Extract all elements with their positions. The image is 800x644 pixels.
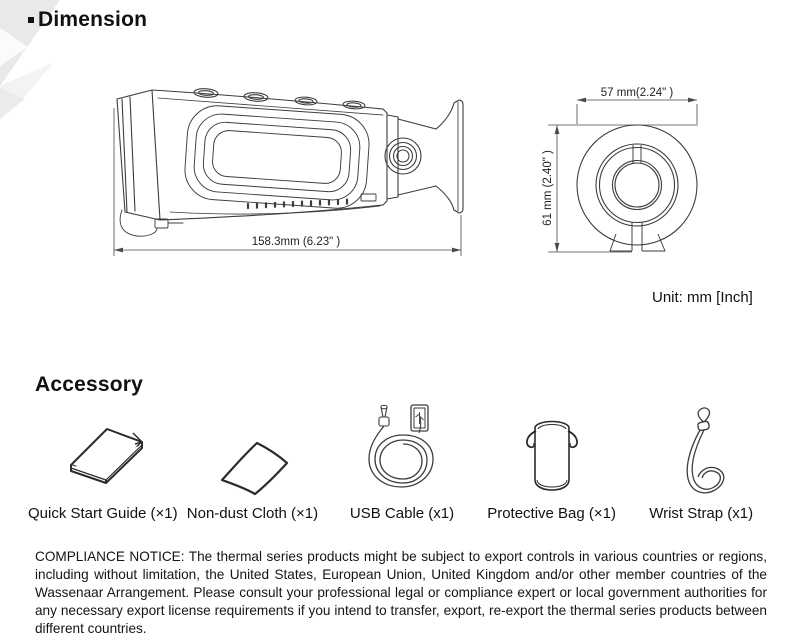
wrist-strap-icon <box>646 404 756 498</box>
length-dimension-lines <box>114 108 461 256</box>
accessory-label: Wrist Strap (x1) <box>649 505 754 522</box>
accessory-item-non-dust-cloth <box>178 404 328 522</box>
length-dimension-label: 158.3mm (6.23" ) <box>251 236 341 248</box>
accessory-item-usb-cable <box>327 404 477 522</box>
square-bullet-icon <box>28 17 34 23</box>
front-dimension-lines <box>548 100 698 252</box>
front-view-drawing <box>540 70 800 270</box>
monocular-front-outline <box>577 125 697 251</box>
focus-dial <box>385 138 421 174</box>
non-dust-cloth-icon <box>197 404 307 498</box>
accessory-item-quick-start-guide <box>28 404 178 522</box>
usb-cable-icon <box>347 403 457 498</box>
dimension-title: Dimension <box>38 8 148 31</box>
front-dimension-arrows <box>555 98 697 252</box>
compliance-notice: COMPLIANCE NOTICE: The thermal series products might be subject to export controls in various countries or regions, including without limitation, the United States, European Union, United Kingdom and/or other member countries of the Wassenaar Arrangement. Please consult your professional legal or compliance expert or local government authorities for any necessary export license requirements if you intend to transfer, export, re-export the thermal series products between different countries. <box>35 549 767 636</box>
vent-slots <box>248 200 347 208</box>
side-view-drawing <box>100 84 475 264</box>
unit-note: Unit: mm [Inch] <box>652 289 753 306</box>
accessory-label: USB Cable (x1) <box>349 505 455 522</box>
accessory-item-protective-bag <box>477 404 627 522</box>
accessory-heading <box>35 373 143 397</box>
monocular-side-outline <box>117 88 463 236</box>
accessory-title: Accessory <box>35 373 144 396</box>
protective-bag-icon <box>497 404 607 498</box>
accessory-row <box>28 404 776 522</box>
accessory-item-wrist-strap <box>626 404 776 522</box>
width-dimension-label: 57 mm(2.24" ) <box>600 87 674 99</box>
accessory-label: Non-dust Cloth (×1) <box>186 505 319 522</box>
quick-start-guide-icon <box>45 404 160 498</box>
accessory-label: Protective Bag (×1) <box>487 505 616 522</box>
height-dimension-label: 61 mm (2.40" ) <box>542 150 554 226</box>
dimension-heading <box>28 8 147 32</box>
accessory-label: Quick Start Guide (×1) <box>28 505 178 522</box>
